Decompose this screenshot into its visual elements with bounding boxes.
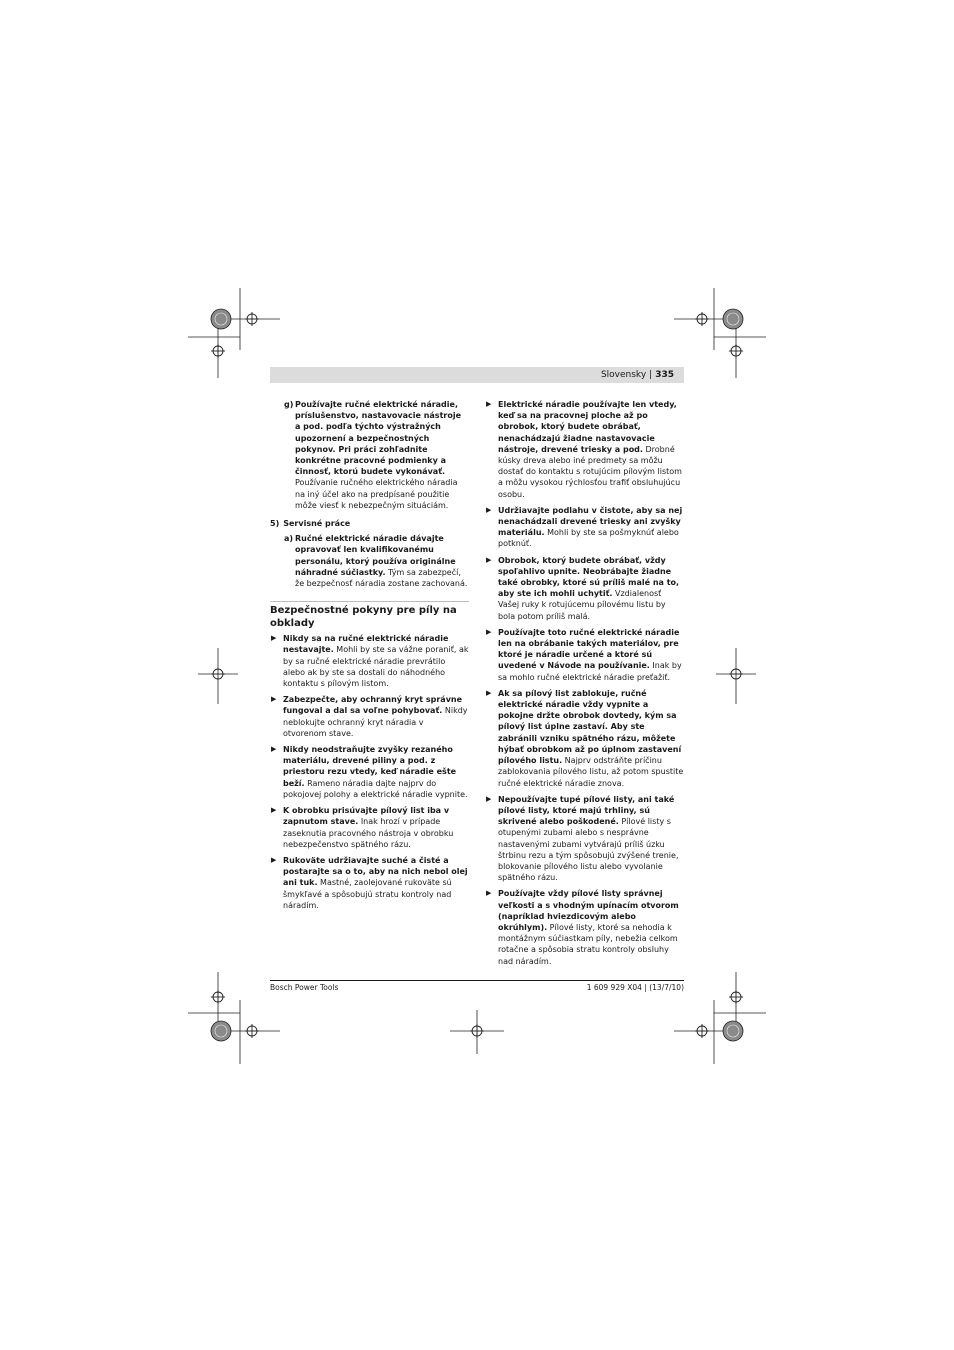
item-bold: Používajte ručné elektrické náradie, príslušenstvo, nastavovacie nástroje a pod. podľa týchto výstražných upozornení a bezpečnostných pokynov. Pri práci zohľadnite konkrétne pracovné podmienky a činnosť, ktorú budete vykonávať. [295, 400, 462, 477]
bullet-bold: Zabezpečte, aby ochranný kryt správne fungoval a dal sa voľne pohybovať. [283, 695, 463, 716]
bullet-bold: Elektrické náradie používajte len vtedy, keď sa na pracovnej ploche až po obrobok, ktorý budete obrábať, nenachádzajú žiadne nastavovacie nástroje, drevené triesky a pod. [498, 400, 677, 454]
footer-brand: Bosch Power Tools [270, 983, 339, 992]
bullet-normal: Rameno náradia dajte najprv do pokojovej polohy a elektrické náradie vypnite. [283, 778, 468, 799]
list-item-g [284, 399, 469, 511]
bullet-icon: ▶ [486, 688, 492, 697]
bullet-bold: K obrobku prisúvajte pílový list iba v zapnutom stave. [283, 806, 450, 827]
list-item-a [284, 533, 469, 589]
bullet-item [485, 399, 684, 500]
bullet-bold: Udržiavajte podlahu v čistote, aby sa nej nenachádzali drevené triesky ani zvyšky materiálu. [498, 505, 683, 538]
right-column [485, 399, 684, 972]
bullet-icon: ▶ [271, 634, 277, 643]
item-label: g) [284, 400, 294, 409]
section-heading [270, 518, 469, 529]
bullet-bold: Nikdy sa na ručné elektrické náradie nestavajte. [283, 634, 449, 655]
bullet-item [270, 855, 469, 911]
page-number: 335 [655, 370, 674, 380]
bullet-normal: Najprv odstráňte príčinu zablokovania pílového listu, až potom spustite ručné elektrické náradie znova. [498, 756, 684, 788]
footer-divider [270, 980, 684, 981]
bullet-normal: Inak by sa mohlo ručné elektrické náradie preťažiť. [498, 661, 682, 682]
header-text [601, 369, 674, 381]
bullet-bold: Používajte vždy pílové listy správnej veľkosti a s vhodným upínacím otvorom (napríklad hviezdicovým alebo okrúhlym). [498, 889, 679, 932]
bullet-bold: Používajte toto ručné elektrické náradie len na obrábanie takých materiálov, pre ktoré je náradie určené a ktoré sú uvedené v Návode na používanie. [498, 627, 680, 671]
bullet-normal: Mastné, zaolejované rukoväte sú šmykľavé a spôsobujú stratu kontroly nad náradím. [283, 878, 452, 910]
bullet-icon: ▶ [271, 745, 277, 754]
bullet-list [485, 399, 684, 967]
bullet-normal: Nikdy neblokujte ochranný kryt náradia v otvorenom stave. [283, 706, 468, 738]
bullet-item [270, 805, 469, 850]
bullet-icon: ▶ [486, 505, 492, 514]
footer-doc-code: 1 609 929 X04 | (13/7/10) [586, 983, 684, 992]
bullet-bold: Obrobok, ktorý budete obrábať, vždy spoľahlivo upnite. Neobrábajte žiadne také obrobky, ktoré sú príliš malé na to, aby ste ich mohli uchytiť. [498, 555, 680, 599]
bullet-icon: ▶ [271, 695, 277, 704]
bullet-item [485, 505, 684, 550]
header-language: Slovensky [600, 370, 647, 380]
bullet-icon: ▶ [486, 555, 492, 564]
item-text [295, 533, 469, 589]
bullet-normal: Drobné kúsky dreva alebo iné predmety sa môžu dostať do kontaktu s rotujúcim pílovým listom a môžu vysokou rýchlosťou trafiť obsluhujúcu osobu. [498, 444, 682, 499]
bullet-item [485, 555, 684, 622]
section-number: 5) [270, 519, 280, 529]
bullet-normal: Pílové listy s otupenými zubami alebo s nesprávne nastavenými zubami vytvárajú príliš úzku štrbinu rezu a tým spôsobujú zvýšené trenie, blokovanie pílového listu alebo vyvolanie spätného rázu. [498, 817, 679, 883]
bullet-icon: ▶ [486, 889, 492, 898]
item-normal: Tým sa zabezpečí, že bezpečnosť náradia zostane zachovaná. [295, 567, 468, 589]
bullet-normal: Inak hrozí v prípade zaseknutia pracovného nástroja v obrobku nebezpečenstvo spätného rázu. [283, 817, 454, 849]
bullet-item [270, 694, 469, 739]
page-header [270, 367, 684, 383]
section-title: Servisné práce [283, 519, 351, 529]
bullet-bold: Rukoväte udržiavajte suché a čisté a postarajte sa o to, aby na nich nebol olej ani tuk. [283, 855, 468, 888]
header-separator: | [649, 370, 653, 380]
bullet-bold: Nepoužívajte tupé pílové listy, ani také pílové listy, ktoré majú trhliny, sú skrivené alebo poškodené. [498, 794, 675, 827]
item-normal: Používanie ručného elektrického náradia na iný účel ako na predpísané použitie môže viesť k nebezpečným situáciám. [295, 478, 458, 510]
bullet-icon: ▶ [486, 794, 492, 803]
bullet-normal: Vzdialenosť Vašej ruky k rotujúcemu pílovému listu by bola potom príliš malá. [498, 589, 666, 621]
bullet-icon: ▶ [271, 855, 277, 864]
item-bold: Ručné elektrické náradie dávajte opravovať len kvalifikovanému personálu, ktorý používa originálne náhradné súčiastky. [295, 534, 456, 577]
bullet-icon: ▶ [486, 400, 492, 408]
bullet-item [485, 688, 684, 789]
item-text [295, 399, 469, 511]
bullet-list [270, 633, 469, 911]
bullet-item [270, 633, 469, 689]
bullet-icon: ▶ [486, 627, 492, 636]
bullet-normal: Mohli by ste sa vážne poraniť, ak by sa ručné elektrické náradie prevrátilo alebo ak by ste sa dostali do náhodného kontaktu s pílovým listom. [283, 645, 469, 689]
item-label: a) [284, 534, 294, 544]
bullet-normal: Pílové listy, ktoré sa nehodia k montážnym súčiastkam píly, nebežia celkom rotačne a spôsobia stratu kontroly obsluhy nad náradím. [498, 922, 678, 966]
bullet-item [485, 627, 684, 683]
bullet-icon: ▶ [271, 806, 277, 815]
bullet-item [485, 794, 684, 884]
bullet-item [270, 744, 469, 800]
left-column [270, 399, 469, 916]
bullet-normal: Mohli by ste sa pošmyknúť alebo potknúť. [498, 528, 679, 549]
subheading: Bezpečnostné pokyny pre píly na obklady [270, 601, 469, 630]
bullet-bold: Ak sa pílový list zablokuje, ručné elektrické náradie vždy vypnite a pokojne držte obrobok dovtedy, kým sa pílový list úplne zastaví. Aby ste zabránili vzniku spätného rázu, môžete hýbať obrobkom až po úplnom zastavení pílového listu. [498, 688, 682, 766]
bullet-item [485, 888, 684, 966]
bullet-bold: Nikdy neodstraňujte zvyšky rezaného materiálu, drevené piliny a pod. z priestoru rezu vtedy, keď náradie ešte beží. [283, 745, 457, 788]
